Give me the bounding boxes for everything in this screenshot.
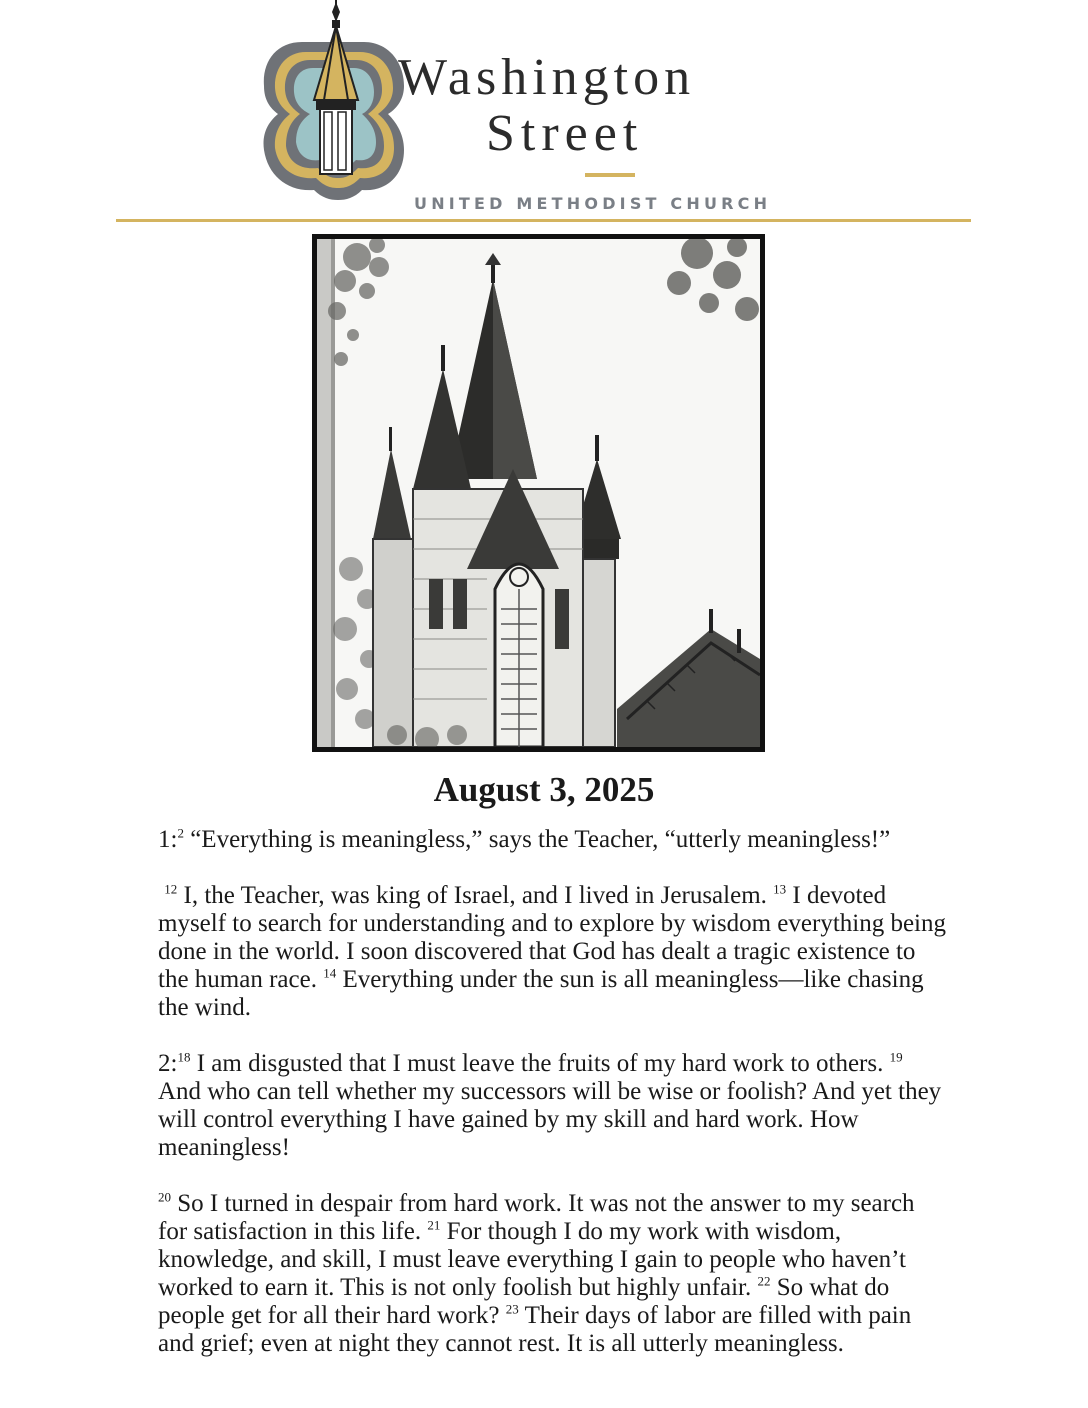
chapter-ref: 1: [158,826,178,853]
service-date: August 3, 2025 [433,770,655,809]
scripture-paragraph [158,1050,948,1162]
verse-text: “Everything is meaningless,” says the Teacher, “utterly meaningless!” [183,826,891,853]
verse-text: And who can tell whether my successors will be wise or foolish? And yet they will control everything I have gained by my skill and hard work. How meaningless! [158,1078,942,1161]
verse-text: For though I do my work with wisdom, knowledge, and skill, I must leave everything I gain to people who haven’t worked to earn it. This is not only foolish but highly unfair. [158,1218,906,1301]
verse-number: 12 [164,881,178,897]
steeple-quatrefoil-logo-icon [258,0,408,205]
verse-text: I, the Teacher, was king of Israel, and I lived in Jerusalem. [177,882,774,909]
verse-text: Everything under the sun is all meaningless—like chasing the wind. [158,966,924,1021]
verse-number: 23 [505,1301,519,1317]
verse-number: 22 [757,1273,771,1289]
chapter-ref: 2: [158,1050,178,1077]
verse-number: 2 [177,825,184,841]
verse-text: So I turned in despair from hard work. It was not the answer to my search for satisfaction in this life. [158,1190,915,1245]
letterhead [0,0,1088,230]
scripture-paragraph [158,1190,948,1358]
verse-text: I am disgusted that I must leave the fruits of my hard work to others. [190,1050,890,1077]
verse-text: Their days of labor are filled with pain and grief; even at night they cannot rest. It is all utterly meaningless. [158,1302,912,1357]
church-steeple-sketch [312,234,765,752]
accent-dash [585,173,635,177]
scripture-paragraph [158,826,948,854]
verse-number: 21 [427,1217,441,1233]
church-name-line-2: Street [486,105,644,162]
verse-number: 18 [177,1049,191,1065]
verse-number: 19 [889,1049,903,1065]
verse-number: 14 [323,965,337,981]
scripture-passage [158,826,948,1358]
verse-text: So what do people get for all their hard work? [158,1274,890,1329]
verse-number: 20 [158,1189,171,1205]
denomination-subtitle: UNITED METHODIST CHURCH [414,194,772,213]
verse-text: I devoted myself to search for understanding and to explore by wisdom everything being done in the world. I soon discovered that God has dealt a tragic existence to the human race. [158,882,947,993]
header-rule [116,219,971,222]
scripture-paragraph [158,882,948,1022]
church-name-line-1: Washington [398,49,696,106]
verse-number: 13 [773,881,787,897]
